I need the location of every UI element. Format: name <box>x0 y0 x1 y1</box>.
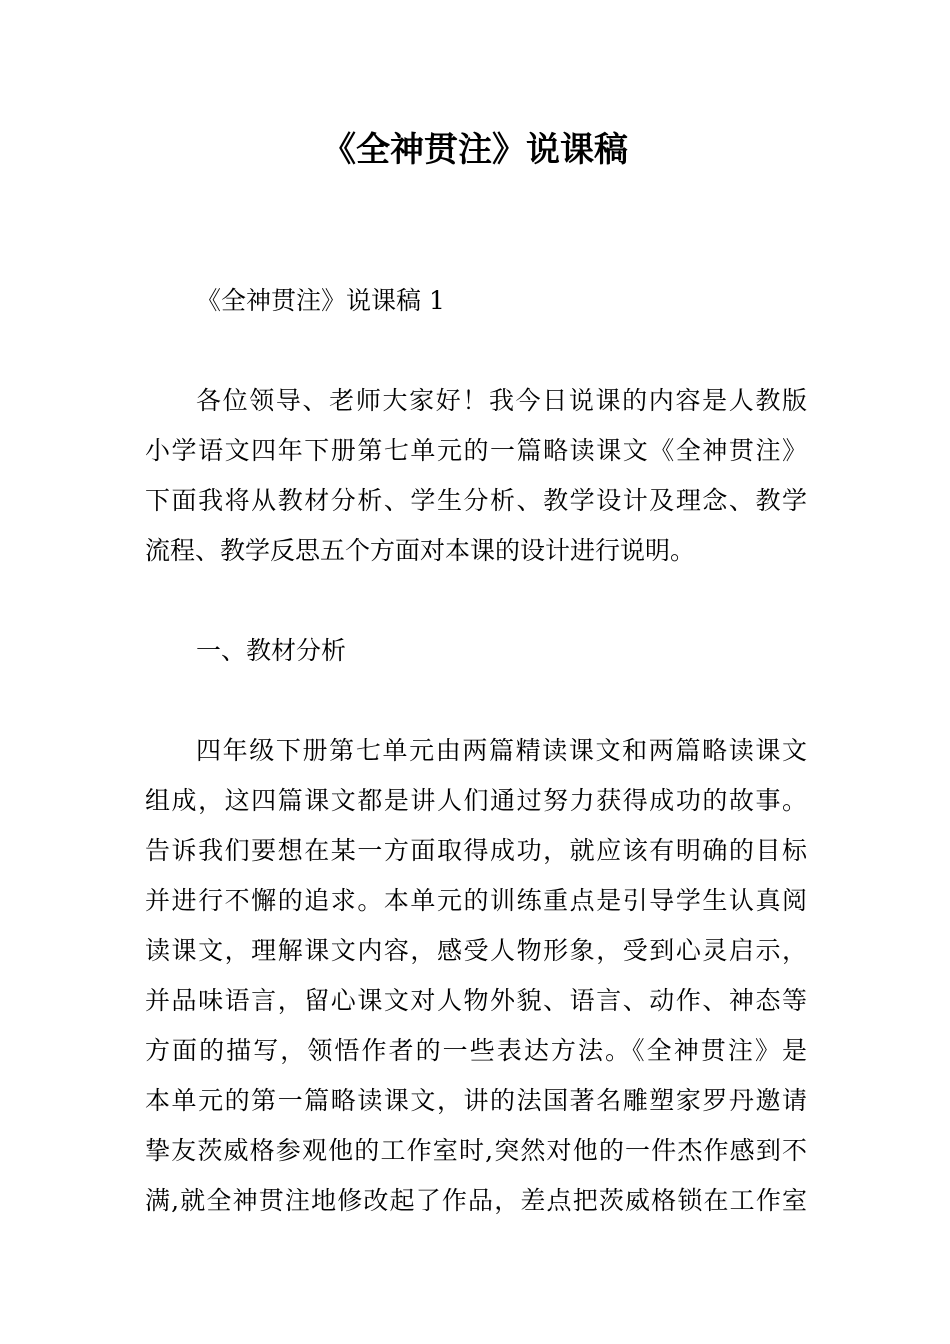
paragraph-line: 下面我将从教材分析、学生分析、教学设计及理念、教学 <box>145 486 807 515</box>
paragraph-line: 满,就全神贯注地修改起了作品，差点把茨威格锁在工作室 <box>145 1186 807 1215</box>
paragraph-line: 小学语文四年下册第七单元的一篇略读课文《全神贯注》 <box>145 436 807 465</box>
document-subtitle: 《全神贯注》说课稿 1 <box>196 286 445 315</box>
paragraph-line: 方面的描写，领悟作者的一些表达方法。《全神贯注》是 <box>145 1036 807 1065</box>
paragraph-line: 并品味语言，留心课文对人物外貌、语言、动作、神态等 <box>145 986 807 1015</box>
paragraph-line: 流程、教学反思五个方面对本课的设计进行说明。 <box>145 536 696 565</box>
paragraph-line: 读课文，理解课文内容，感受人物形象，受到心灵启示， <box>145 936 807 965</box>
paragraph-line: 组成，这四篇课文都是讲人们通过努力获得成功的故事。 <box>145 786 807 815</box>
paragraph-line: 并进行不懈的追求。本单元的训练重点是引导学生认真阅 <box>145 886 807 915</box>
paragraph-line: 本单元的第一篇略读课文，讲的法国著名雕塑家罗丹邀请 <box>145 1086 807 1115</box>
section-heading: 一、教材分析 <box>196 636 347 665</box>
paragraph-line: 挚友茨威格参观他的工作室时,突然对他的一件杰作感到不 <box>145 1136 807 1165</box>
paragraph-line: 告诉我们要想在某一方面取得成功，就应该有明确的目标 <box>145 836 807 865</box>
paragraph-line: 各位领导、老师大家好！我今日说课的内容是人教版 <box>196 386 807 415</box>
page-title: 《全神贯注》说课稿 <box>322 130 628 170</box>
paragraph-line: 四年级下册第七单元由两篇精读课文和两篇略读课文 <box>196 736 807 765</box>
